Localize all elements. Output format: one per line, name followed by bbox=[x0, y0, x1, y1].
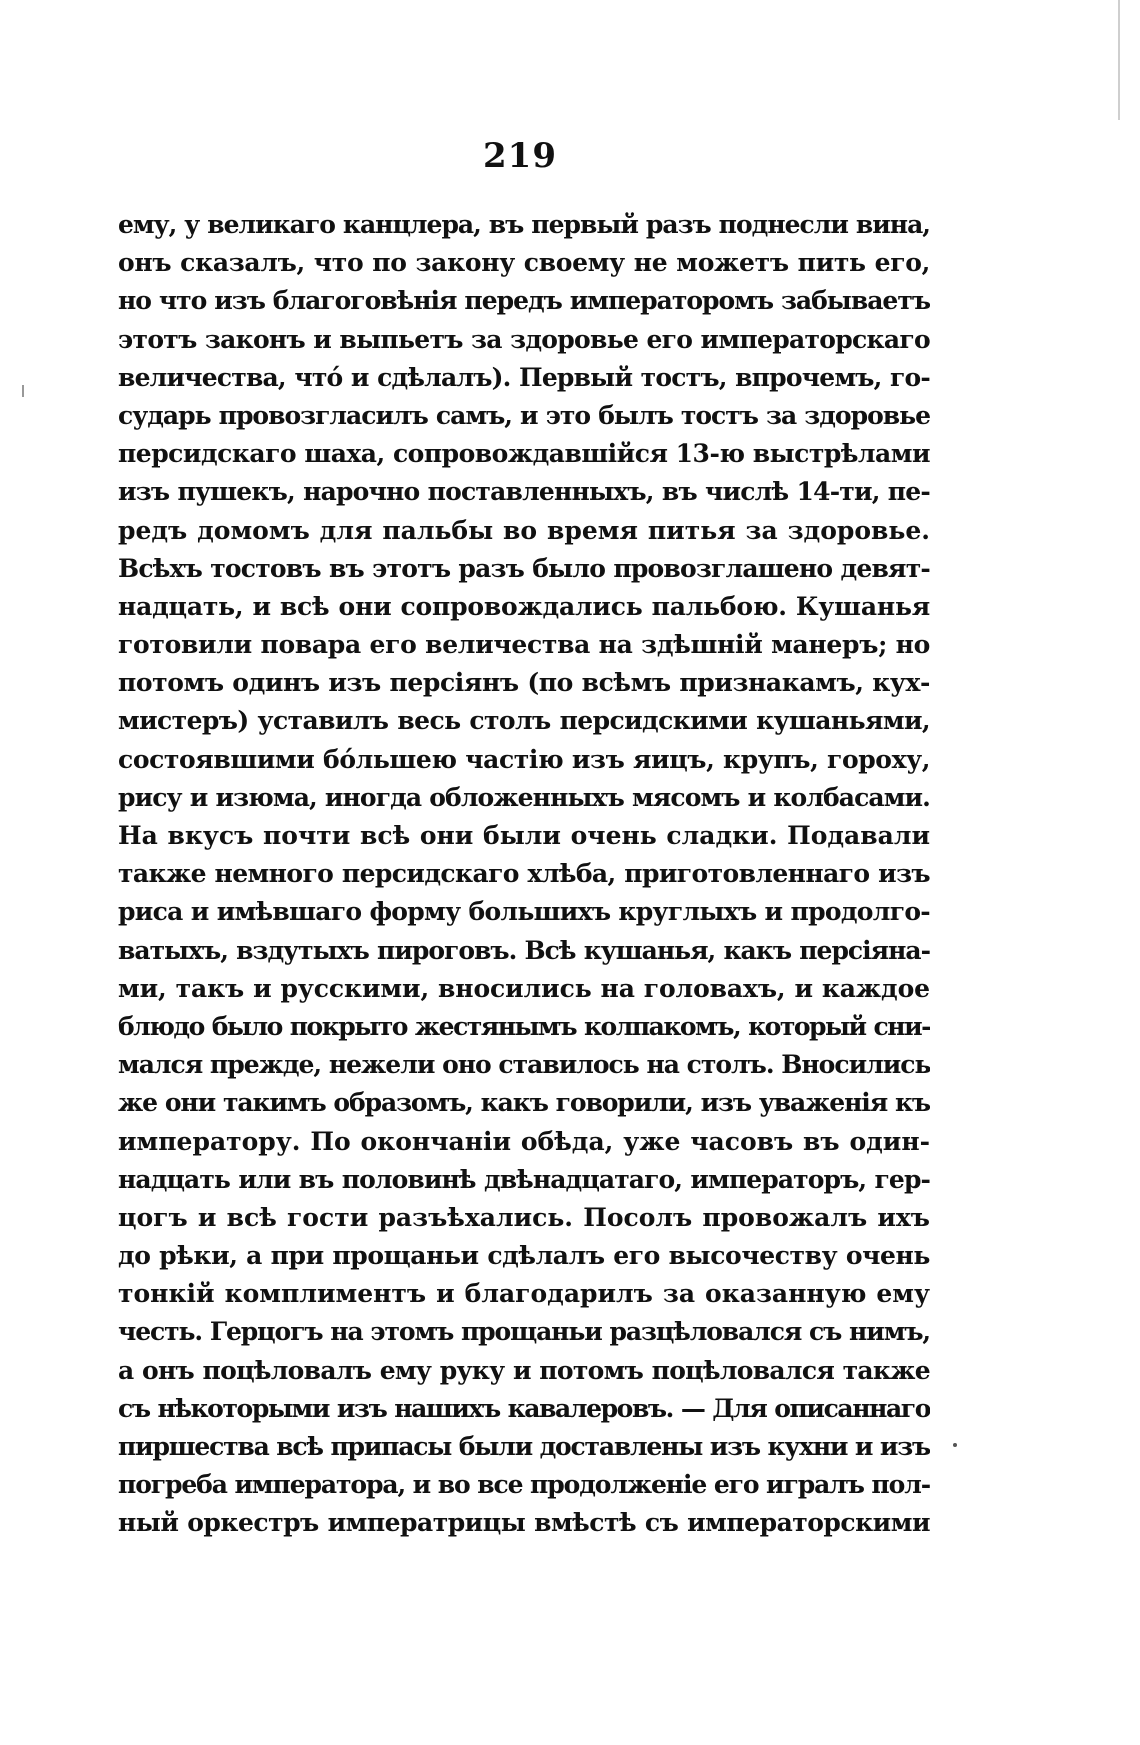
text-line: готовили повара его величества на здѣшній манеръ; но bbox=[118, 630, 930, 660]
margin-mark bbox=[22, 385, 24, 397]
text-line: пиршества всѣ припасы были доставлены изъ кухни и изъ bbox=[118, 1432, 930, 1461]
text-line: этотъ законъ и выпьетъ за здоровье его императорскаго bbox=[118, 324, 930, 354]
text-line: цогъ и всѣ гости разъѣхались. Посолъ провожалъ ихъ bbox=[118, 1202, 930, 1232]
text-line: до рѣки, а при прощаньи сдѣлалъ его высочеству очень bbox=[118, 1241, 930, 1271]
text-line: мистеръ) уставилъ весь столъ персидскими кушаньями, bbox=[118, 706, 930, 736]
margin-dot bbox=[953, 1443, 957, 1447]
text-line: сударь провозгласилъ самъ, и это былъ тостъ за здоровье bbox=[118, 400, 930, 430]
page-number: 219 bbox=[483, 136, 557, 176]
text-line: а онъ поцѣловалъ ему руку и потомъ поцѣловался также bbox=[118, 1355, 930, 1385]
text-line: ватыхъ, вздутыхъ пироговъ. Всѣ кушанья, какъ персіяна- bbox=[118, 935, 930, 965]
text-line: состоявшими бо́льшею частію изъ яицъ, крупъ, гороху, bbox=[118, 744, 930, 774]
text-line: мался прежде, нежели оно ставилось на столъ. Вносились bbox=[118, 1050, 930, 1080]
text-line: также немного персидскаго хлѣба, приготовленнаго изъ bbox=[118, 859, 930, 889]
text-line: но что изъ благоговѣнія передъ императоромъ забываетъ bbox=[118, 286, 930, 316]
text-line: онъ сказалъ, что по закону своему не можетъ пить его, bbox=[118, 248, 930, 278]
text-line: честь. Герцогъ на этомъ прощаньи разцѣловался съ нимъ, bbox=[118, 1317, 930, 1347]
text-line: ему, у великаго канцлера, въ первый разъ поднесли вина, bbox=[118, 210, 930, 239]
scan-edge-line bbox=[1118, 0, 1120, 120]
text-line: блюдо было покрыто жестянымъ колпакомъ, который сни- bbox=[118, 1011, 930, 1041]
text-line: надцать или въ половинѣ двѣнадцатаго, императоръ, гер- bbox=[118, 1164, 930, 1194]
body-text bbox=[118, 206, 930, 1543]
text-line: тонкій комплиментъ и благодарилъ за оказанную ему bbox=[118, 1279, 930, 1309]
text-line: изъ пушекъ, нарочно поставленныхъ, въ числѣ 14-ти, пе- bbox=[118, 477, 930, 507]
text-line: На вкусъ почти всѣ они были очень сладки. Подавали bbox=[118, 821, 930, 850]
text-line: съ нѣкоторыми изъ нашихъ кавалеровъ. — Для описаннаго bbox=[118, 1393, 930, 1423]
text-line: редъ домомъ для пальбы во время питья за здоровье. bbox=[118, 515, 930, 545]
text-line: надцать, и всѣ они сопровождались пальбою. Кушанья bbox=[118, 591, 930, 621]
text-line: Всѣхъ тостовъ въ этотъ разъ было провозглашено девят- bbox=[118, 553, 930, 583]
text-line: рису и изюма, иногда обложенныхъ мясомъ и колбасами. bbox=[118, 782, 930, 812]
text-line: персидскаго шаха, сопровождавшійся 13-ю выстрѣлами bbox=[118, 439, 930, 469]
text-line: риса и имѣвшаго форму большихъ круглыхъ и продолго- bbox=[118, 897, 930, 927]
text-line: погреба императора, и во все продолженіе его игралъ пол- bbox=[118, 1470, 930, 1500]
text-line: же они такимъ образомъ, какъ говорили, изъ уваженія къ bbox=[118, 1088, 930, 1118]
text-line: потомъ одинъ изъ персіянъ (по всѣмъ признакамъ, кух- bbox=[118, 668, 930, 698]
text-line: ный оркестръ императрицы вмѣстѣ съ императорскими bbox=[118, 1508, 930, 1538]
text-line: ми, такъ и русскими, вносились на головахъ, и каждое bbox=[118, 973, 930, 1003]
text-line: величества, что́ и сдѣлалъ). Первый тостъ, впрочемъ, го- bbox=[118, 362, 930, 392]
text-line: императору. По окончаніи обѣда, уже часовъ въ один- bbox=[118, 1126, 930, 1156]
